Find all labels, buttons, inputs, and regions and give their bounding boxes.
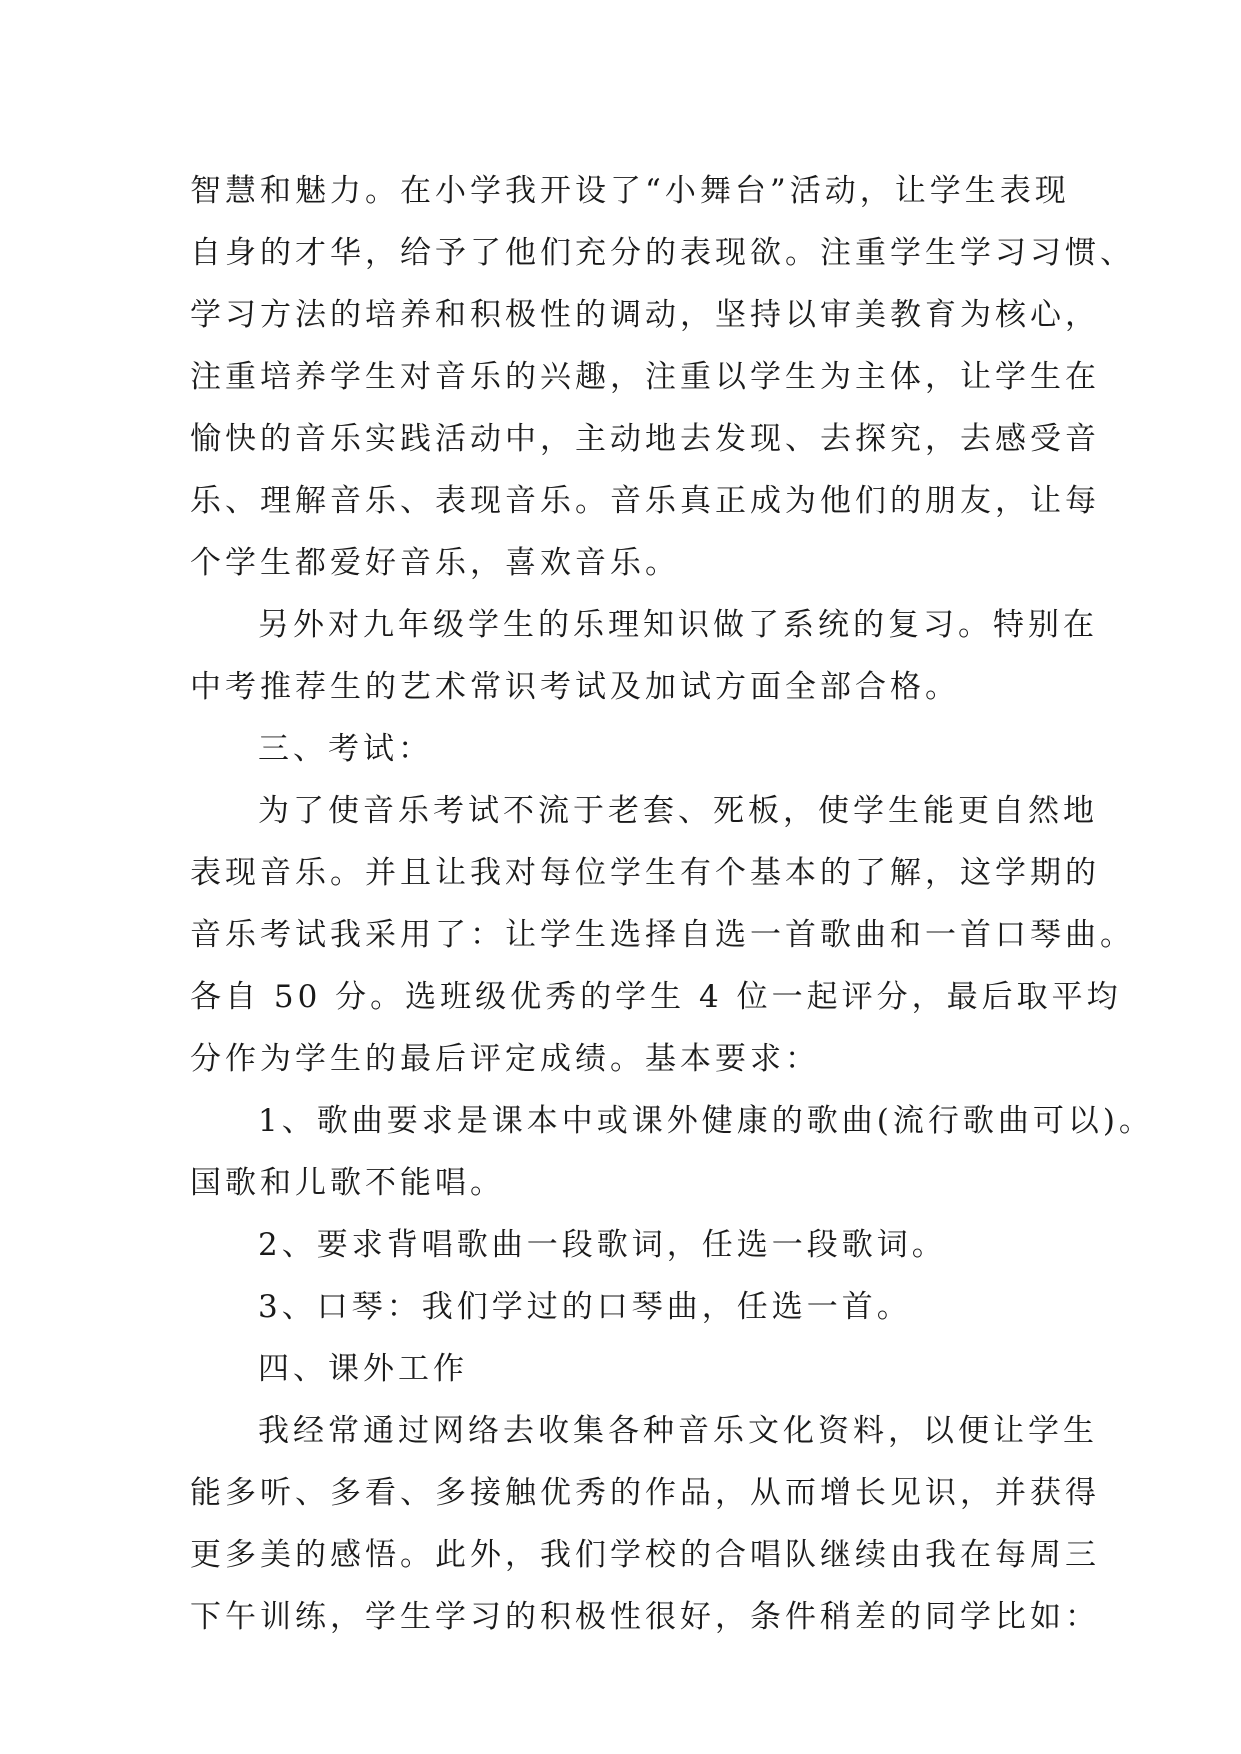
text-line: 分作为学生的最后评定成绩。基本要求： [190, 1041, 820, 1077]
text-line: 更多美的感悟。此外，我们学校的合唱队继续由我在每周三 [190, 1537, 1100, 1573]
text-line: 表现音乐。并且让我对每位学生有个基本的了解，这学期的 [190, 855, 1100, 891]
list-item-1: 1、歌曲要求是课本中或课外健康的歌曲(流行歌曲可以)。 [258, 1103, 1154, 1139]
list-item-2: 2、要求背唱歌曲一段歌词，任选一段歌词。 [258, 1227, 947, 1263]
paragraph-start-line: 另外对九年级学生的乐理知识做了系统的复习。特别在 [258, 607, 1098, 643]
text-line: 乐、理解音乐、表现音乐。音乐真正成为他们的朋友，让每 [190, 483, 1100, 519]
text-line: 能多听、多看、多接触优秀的作品，从而增长见识，并获得 [190, 1475, 1100, 1511]
paragraph-start-line: 为了使音乐考试不流于老套、死板，使学生能更自然地 [258, 793, 1098, 829]
section-heading-extracurricular: 四、课外工作 [258, 1351, 468, 1387]
text-line: 个学生都爱好音乐，喜欢音乐。 [190, 545, 680, 581]
text-line: 各自 50 分。选班级优秀的学生 4 位一起评分，最后取平均 [190, 979, 1122, 1015]
text-line: 智慧和魅力。在小学我开设了“小舞台”活动，让学生表现 [190, 173, 1070, 209]
text-line: 自身的才华，给予了他们充分的表现欲。注重学生学习习惯、 [190, 235, 1135, 271]
text-line: 国歌和儿歌不能唱。 [190, 1165, 505, 1201]
text-line: 音乐考试我采用了：让学生选择自选一首歌曲和一首口琴曲。 [190, 917, 1135, 953]
text-line: 愉快的音乐实践活动中，主动地去发现、去探究，去感受音 [190, 421, 1100, 457]
document-body [190, 160, 1154, 1648]
section-heading-exam: 三、考试： [258, 731, 433, 767]
text-line: 中考推荐生的艺术常识考试及加试方面全部合格。 [190, 669, 960, 705]
paragraph-start-line: 我经常通过网络去收集各种音乐文化资料，以便让学生 [258, 1413, 1098, 1449]
text-line: 注重培养学生对音乐的兴趣，注重以学生为主体，让学生在 [190, 359, 1100, 395]
text-line: 学习方法的培养和积极性的调动，坚持以审美教育为核心， [190, 297, 1100, 333]
text-line: 下午训练，学生学习的积极性很好，条件稍差的同学比如： [190, 1599, 1100, 1635]
list-item-3: 3、口琴：我们学过的口琴曲，任选一首。 [258, 1289, 912, 1325]
